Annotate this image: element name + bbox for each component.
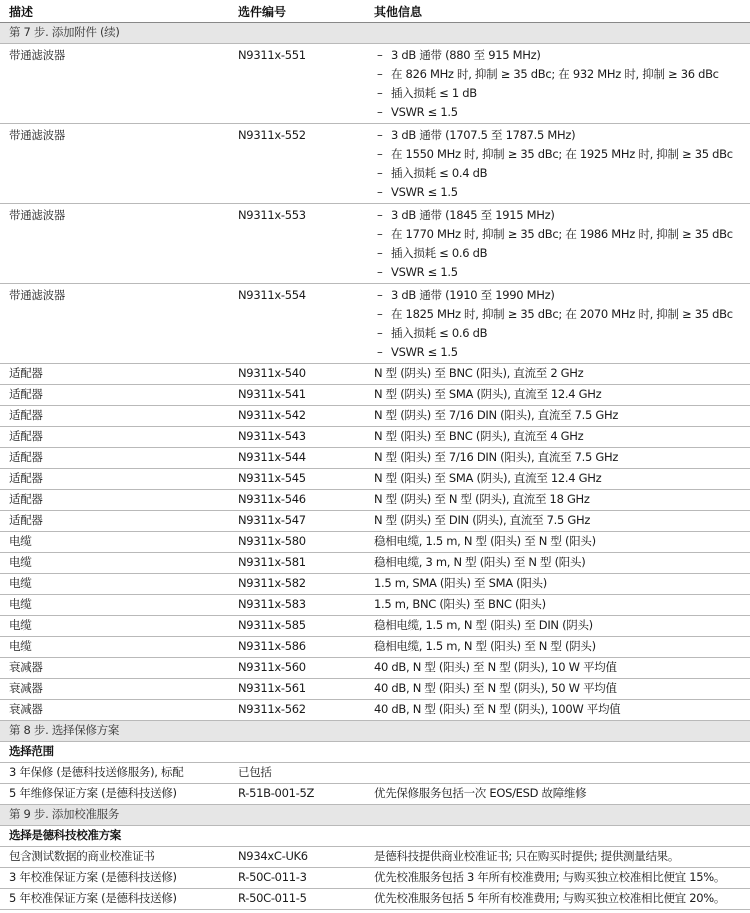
table-row: [0, 427, 750, 448]
description-cell: 电缆: [0, 595, 229, 616]
option-number-cell: N9311x-547: [229, 511, 365, 532]
column-header-description: 描述: [0, 0, 229, 23]
option-number-cell: N9311x-554: [229, 284, 365, 364]
description-cell: 适配器: [0, 364, 229, 385]
description-cell: 衰减器: [0, 679, 229, 700]
table-row: [0, 124, 750, 204]
spec-list-item: – VSWR ≤ 1.5: [374, 343, 750, 362]
spec-list-item: – 插入损耗 ≤ 0.6 dB: [374, 244, 750, 263]
table-row: [0, 700, 750, 721]
other-info-cell: [365, 284, 750, 364]
table-row: [0, 44, 750, 124]
description-cell: 适配器: [0, 511, 229, 532]
subsection-title: 选择范围: [0, 742, 750, 763]
option-number-cell: N9311x-560: [229, 658, 365, 679]
other-info-cell: N 型 (阳头) 至 BNC (阴头), 直流至 4 GHz: [365, 427, 750, 448]
other-info-cell: N 型 (阴头) 至 DIN (阴头), 直流至 7.5 GHz: [365, 511, 750, 532]
other-info-cell: N 型 (阳头) 至 7/16 DIN (阳头), 直流至 7.5 GHz: [365, 448, 750, 469]
option-number-cell: N9311x-546: [229, 490, 365, 511]
other-info-cell: 稳相电缆, 1.5 m, N 型 (阳头) 至 N 型 (阴头): [365, 637, 750, 658]
description-cell: 3 年校准保证方案 (是德科技送修): [0, 868, 229, 889]
table-header-row: [0, 0, 750, 23]
other-info-cell: 稳相电缆, 1.5 m, N 型 (阳头) 至 DIN (阴头): [365, 616, 750, 637]
section-header-row: [0, 805, 750, 826]
other-info-cell: N 型 (阴头) 至 SMA (阴头), 直流至 12.4 GHz: [365, 385, 750, 406]
other-info-cell: [365, 763, 750, 784]
table-row: [0, 511, 750, 532]
other-info-cell: N 型 (阳头) 至 SMA (阴头), 直流至 12.4 GHz: [365, 469, 750, 490]
other-info-cell: [365, 124, 750, 204]
section-title: 第 7 步. 添加附件 (续): [0, 23, 750, 44]
spec-list-item: – VSWR ≤ 1.5: [374, 103, 750, 122]
section-header-row: [0, 23, 750, 44]
option-number-cell: N9311x-586: [229, 637, 365, 658]
table-row: [0, 889, 750, 910]
table-row: [0, 784, 750, 805]
option-number-cell: N9311x-553: [229, 204, 365, 284]
description-cell: 5 年维修保证方案 (是德科技送修): [0, 784, 229, 805]
spec-list-item: – 3 dB 通带 (1910 至 1990 MHz): [374, 286, 750, 305]
option-number-cell: R-51B-001-5Z: [229, 784, 365, 805]
option-number-cell: N9311x-583: [229, 595, 365, 616]
other-info-cell: [365, 44, 750, 124]
spec-list-item: – 插入损耗 ≤ 0.4 dB: [374, 164, 750, 183]
table-row: [0, 868, 750, 889]
spec-list-item: – 在 1550 MHz 时, 抑制 ≥ 35 dBc; 在 1925 MHz 时, 抑制 ≥ 35 dBc: [374, 145, 750, 164]
section-title: 第 9 步. 添加校准服务: [0, 805, 750, 826]
other-info-cell: 1.5 m, BNC (阳头) 至 BNC (阳头): [365, 595, 750, 616]
table-row: [0, 406, 750, 427]
table-row: [0, 204, 750, 284]
subsection-header-row: [0, 742, 750, 763]
table-row: [0, 658, 750, 679]
option-number-cell: N9311x-552: [229, 124, 365, 204]
spec-list-item: – 3 dB 通带 (1845 至 1915 MHz): [374, 206, 750, 225]
table-row: [0, 490, 750, 511]
table-row: [0, 532, 750, 553]
option-number-cell: N9311x-542: [229, 406, 365, 427]
other-info-cell: 稳相电缆, 3 m, N 型 (阳头) 至 N 型 (阳头): [365, 553, 750, 574]
description-cell: 适配器: [0, 406, 229, 427]
description-cell: 适配器: [0, 448, 229, 469]
description-cell: 5 年校准保证方案 (是德科技送修): [0, 889, 229, 910]
other-info-cell: 是德科技提供商业校准证书; 只在购买时提供; 提供测量结果。: [365, 847, 750, 868]
description-cell: 适配器: [0, 469, 229, 490]
option-number-cell: N9311x-581: [229, 553, 365, 574]
table-row: [0, 763, 750, 784]
option-number-cell: R-50C-011-5: [229, 889, 365, 910]
other-info-cell: 优先校准服务包括 3 年所有校准费用; 与购买独立校准相比便宜 15%。: [365, 868, 750, 889]
spec-list-item: – 插入损耗 ≤ 1 dB: [374, 84, 750, 103]
option-number-cell: N9311x-561: [229, 679, 365, 700]
option-number-cell: N9311x-540: [229, 364, 365, 385]
table-row: [0, 364, 750, 385]
spec-list: [374, 46, 750, 122]
description-cell: 适配器: [0, 427, 229, 448]
description-cell: 衰减器: [0, 658, 229, 679]
spec-list: [374, 286, 750, 362]
description-cell: 带通滤波器: [0, 44, 229, 124]
column-header-other-info: 其他信息: [365, 0, 750, 23]
spec-list: [374, 126, 750, 202]
other-info-cell: [365, 204, 750, 284]
description-cell: 衰减器: [0, 700, 229, 721]
description-cell: 带通滤波器: [0, 204, 229, 284]
option-number-cell: N9311x-545: [229, 469, 365, 490]
option-number-cell: N934xC-UK6: [229, 847, 365, 868]
option-number-cell: N9311x-551: [229, 44, 365, 124]
spec-list-item: – 3 dB 通带 (880 至 915 MHz): [374, 46, 750, 65]
table-body: [0, 23, 750, 910]
table-row: [0, 574, 750, 595]
other-info-cell: 优先保修服务包括一次 EOS/ESD 故障维修: [365, 784, 750, 805]
other-info-cell: 40 dB, N 型 (阳头) 至 N 型 (阴头), 50 W 平均值: [365, 679, 750, 700]
other-info-cell: 1.5 m, SMA (阳头) 至 SMA (阳头): [365, 574, 750, 595]
description-cell: 电缆: [0, 553, 229, 574]
description-cell: 包含测试数据的商业校准证书: [0, 847, 229, 868]
option-number-cell: 已包括: [229, 763, 365, 784]
spec-list-item: – VSWR ≤ 1.5: [374, 183, 750, 202]
option-number-cell: N9311x-580: [229, 532, 365, 553]
other-info-cell: N 型 (阴头) 至 7/16 DIN (阳头), 直流至 7.5 GHz: [365, 406, 750, 427]
option-number-cell: N9311x-582: [229, 574, 365, 595]
table-row: [0, 448, 750, 469]
table-row: [0, 553, 750, 574]
option-number-cell: N9311x-541: [229, 385, 365, 406]
description-cell: 带通滤波器: [0, 124, 229, 204]
table-row: [0, 284, 750, 364]
option-number-cell: N9311x-562: [229, 700, 365, 721]
other-info-cell: 40 dB, N 型 (阳头) 至 N 型 (阴头), 100W 平均值: [365, 700, 750, 721]
option-number-cell: N9311x-543: [229, 427, 365, 448]
description-cell: 电缆: [0, 532, 229, 553]
other-info-cell: 40 dB, N 型 (阳头) 至 N 型 (阴头), 10 W 平均值: [365, 658, 750, 679]
table-row: [0, 385, 750, 406]
other-info-cell: 优先校准服务包括 5 年所有校准费用; 与购买独立校准相比便宜 20%。: [365, 889, 750, 910]
other-info-cell: N 型 (阴头) 至 BNC (阳头), 直流至 2 GHz: [365, 364, 750, 385]
description-cell: 3 年保修 (是德科技送修服务), 标配: [0, 763, 229, 784]
table-row: [0, 469, 750, 490]
option-number-cell: R-50C-011-3: [229, 868, 365, 889]
table-row: [0, 616, 750, 637]
spec-list-item: – 在 826 MHz 时, 抑制 ≥ 35 dBc; 在 932 MHz 时, 抑制 ≥ 36 dBc: [374, 65, 750, 84]
description-cell: 电缆: [0, 637, 229, 658]
spec-list-item: – 插入损耗 ≤ 0.6 dB: [374, 324, 750, 343]
other-info-cell: N 型 (阴头) 至 N 型 (阴头), 直流至 18 GHz: [365, 490, 750, 511]
spec-list-item: – 3 dB 通带 (1707.5 至 1787.5 MHz): [374, 126, 750, 145]
description-cell: 适配器: [0, 490, 229, 511]
spec-list-item: – 在 1770 MHz 时, 抑制 ≥ 35 dBc; 在 1986 MHz 时, 抑制 ≥ 35 dBc: [374, 225, 750, 244]
spec-list: [374, 206, 750, 282]
description-cell: 电缆: [0, 574, 229, 595]
section-header-row: [0, 721, 750, 742]
option-number-cell: N9311x-585: [229, 616, 365, 637]
spec-list-item: – VSWR ≤ 1.5: [374, 263, 750, 282]
spec-list-item: – 在 1825 MHz 时, 抑制 ≥ 35 dBc; 在 2070 MHz 时, 抑制 ≥ 35 dBc: [374, 305, 750, 324]
table-row: [0, 595, 750, 616]
subsection-title: 选择是德科技校准方案: [0, 826, 750, 847]
description-cell: 适配器: [0, 385, 229, 406]
description-cell: 电缆: [0, 616, 229, 637]
subsection-header-row: [0, 826, 750, 847]
option-number-cell: N9311x-544: [229, 448, 365, 469]
table-row: [0, 847, 750, 868]
table-row: [0, 637, 750, 658]
column-header-option-number: 选件编号: [229, 0, 365, 23]
description-cell: 带通滤波器: [0, 284, 229, 364]
table-row: [0, 679, 750, 700]
section-title: 第 8 步. 选择保修方案: [0, 721, 750, 742]
other-info-cell: 稳相电缆, 1.5 m, N 型 (阳头) 至 N 型 (阳头): [365, 532, 750, 553]
